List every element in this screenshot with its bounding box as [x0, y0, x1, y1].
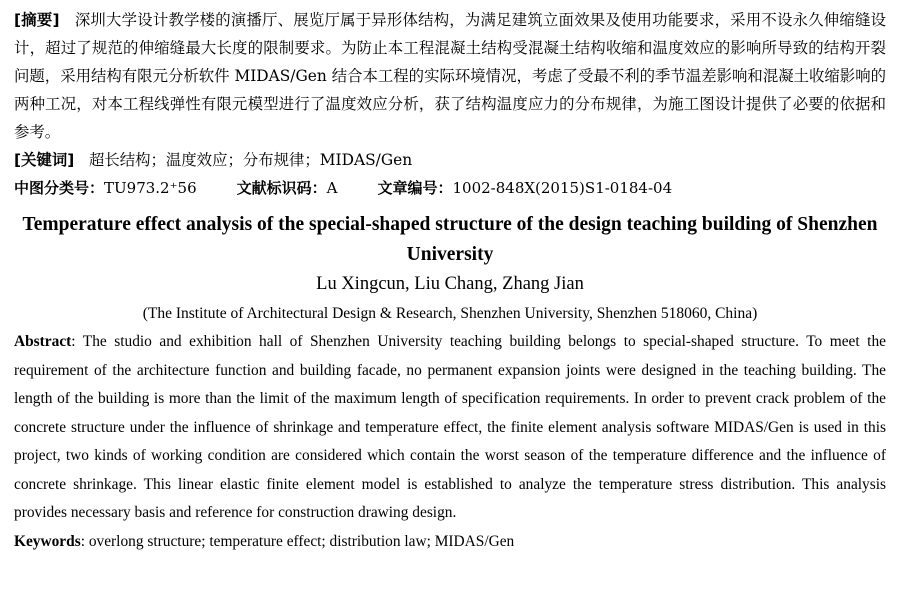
cn-abstract-label: [摘要]	[14, 11, 60, 29]
paper-title: Temperature effect analysis of the special-shaped structure of the design teaching building of Shenzhen University	[22, 214, 878, 265]
en-keywords-text: overlong structure; temperature effect; distribution law; MIDAS/Gen	[88, 532, 515, 550]
en-abstract-label: Abstract	[14, 333, 72, 350]
cn-keywords	[14, 146, 886, 174]
clc-label: 中图分类号：	[14, 179, 105, 197]
cn-classification-line	[14, 174, 886, 202]
cn-keywords-text: 超长结构；温度效应；分布规律；MIDAS/Gen	[88, 151, 413, 169]
article-no-label: 文章编号：	[377, 179, 453, 197]
article-no-value: 1002-848X(2015)S1-0184-04	[452, 179, 673, 197]
en-keywords-sep: :	[80, 532, 89, 550]
en-keywords-label: Keywords	[14, 532, 81, 550]
en-keywords	[14, 528, 886, 557]
en-abstract-text: The studio and exhibition hall of Shenzhen University teaching building belongs to special-shaped structure. To meet the requirement of the architecture function and building facade, no permanent expansion joints were designed in the teaching building. The length of the building is more than the limit of the maximum length of specification requirements. In order to prevent crack problem of the concrete structure under the influence of shrinkage and temperature effect, the finite element analysis software MIDAS/Gen is used in this project, two kinds of working condition are considered which contain the worst season of the temperature difference and the influence of concrete shrinkage. This linear elastic finite element model is established to analyze the temperature stress distribution. This analysis provides necessary basis and reference for construction drawing design.	[14, 333, 886, 521]
doc-code-label: 文献标识码：	[236, 179, 327, 197]
doc-code-value: A	[326, 179, 338, 197]
paper-affiliation: (The Institute of Architectural Design & Research, Shenzhen University, Shenzhen 518060, China)	[142, 305, 758, 322]
clc-value: TU973.2⁺56	[104, 179, 197, 197]
cn-abstract-text: 深圳大学设计教学楼的演播厅、展览厅属于异形体结构，为满足建筑立面效果及使用功能要求，采用不设永久伸缩缝设计，超过了规范的伸缩缝最大长度的限制要求。为防止本工程混凝土结构受混凝土结构收缩和温度效应的影响所导致的结构开裂问题，采用结构有限元分析软件 MIDAS/Gen 结合本工程的实际环境情况，考虑了受最不利的季节温差影响和混凝土收缩影响的两种工况，对本工程线弹性有限元模型进行了温度效应分析，获了结构温度应力的分布规律，为施工图设计提供了必要的依据和参考。	[14, 11, 886, 141]
cn-abstract	[14, 6, 886, 146]
en-abstract	[14, 328, 886, 528]
paper-authors: Lu Xingcun, Liu Chang, Zhang Jian	[316, 274, 584, 294]
cn-keywords-label: [关键词]	[14, 151, 75, 169]
en-abstract-sep: :	[71, 333, 83, 350]
